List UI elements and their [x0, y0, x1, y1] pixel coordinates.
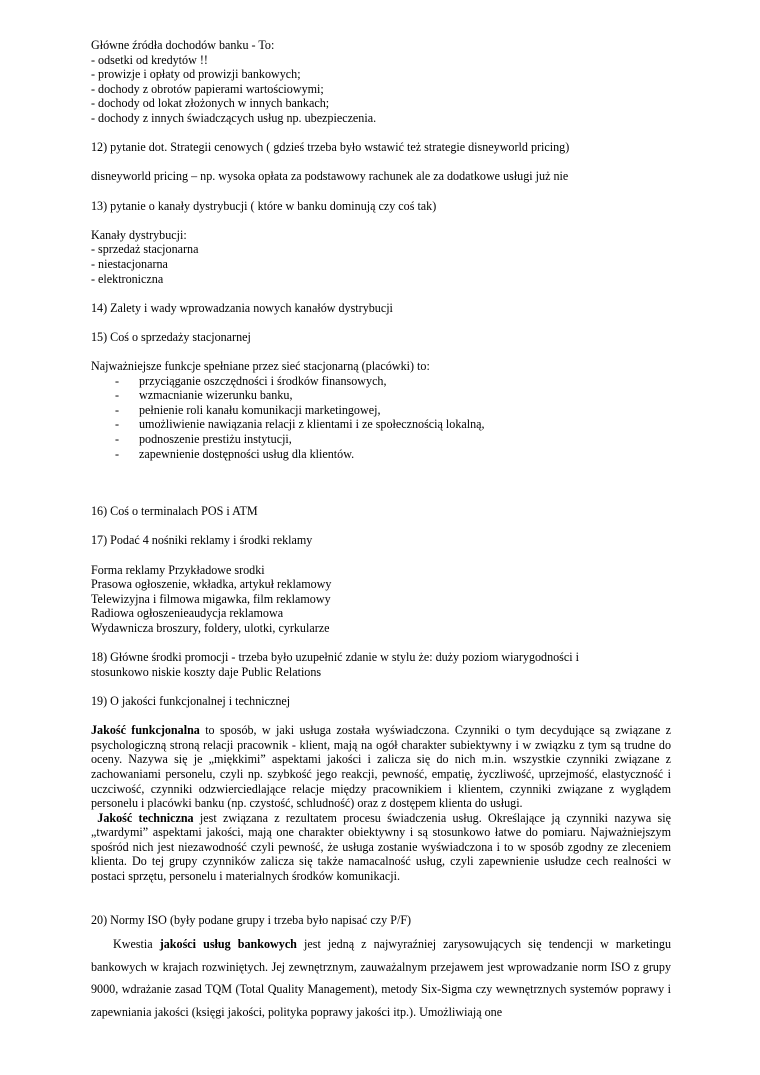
list-item: - sprzedaż stacjonarna	[91, 242, 199, 257]
ad-table-row: Radiowa ogłoszenieaudycja reklamowa	[91, 606, 284, 621]
question-13: 13) pytanie o kanały dystrybucji ( które w banku dominują czy coś tak)	[91, 198, 437, 213]
question-16: 16) Coś o terminalach POS i ATM	[91, 504, 258, 519]
income-heading: Główne źródła dochodów banku - To:	[91, 38, 275, 52]
functions-intro: Najważniejsze funkcje spełniane przez sieć stacjonarną (placówki) to:	[91, 359, 430, 374]
ad-table-row: Prasowa ogłoszenie, wkładka, artykuł reklamowy	[91, 577, 332, 592]
list-item: - dochody z innych świadczących usług np. ubezpieczenia.	[91, 110, 377, 125]
functional-quality-term: Jakość funkcjonalna	[91, 723, 200, 738]
question-17: 17) Podać 4 nośniki reklamy i środki reklamy	[91, 533, 313, 548]
answer-12: disneyworld pricing – np. wysoka opłata za podstawowy rachunek ale za dodatkowe usługi już nie	[91, 169, 569, 184]
dash-bullet: -	[115, 388, 120, 403]
list-item: - podnoszenie prestiżu instytucji,	[115, 432, 292, 447]
dash-bullet: -	[115, 373, 120, 388]
iso-paragraph: Kwestia jakości usług bankowych jest jedną z najwyraźniej zarysowujących się tendencji w marketingu bankowych w krajach rozwiniętych. Jej zewnętrznym, zauważalnym przejawem jest wprowadzanie norm ISO z grupy 9000, wdrażanie zasad TQM (Total Quality Management), metody Six-Sigma czy wewnętrznych systemów poprawy i zapewniania jakości (księgi jakości, polityka poprawy jakości itp.). Umożliwiają one	[91, 937, 672, 1020]
dash-bullet: -	[115, 446, 120, 461]
list-item: - odsetki od kredytów !!	[91, 52, 208, 67]
question-19: 19) O jakości funkcjonalnej i technicznej	[91, 693, 291, 708]
bank-service-quality-term: jakości usług bankowych	[159, 937, 297, 952]
list-item: - niestacjonarna	[91, 256, 168, 271]
list-item: - dochody od lokat złożonych w innych bankach;	[91, 96, 330, 111]
question-14: 14) Zalety i wady wprowadzania nowych kanałów dystrybucji	[91, 300, 393, 315]
dash-bullet: -	[115, 402, 120, 417]
question-18-line1: 18) Główne środki promocji - trzeba było uzupełnić zdanie w stylu że: duży poziom wiarygodności i	[91, 650, 579, 665]
technical-quality-term: Jakość techniczna	[97, 810, 194, 825]
dash-bullet: -	[115, 417, 120, 432]
list-item: - przyciąganie oszczędności i środków finansowych,	[115, 373, 387, 388]
list-item: - umożliwienie nawiązania relacji z klientami i ze społecznością lokalną,	[115, 417, 485, 432]
list-item: - wzmacnianie wizerunku banku,	[115, 388, 293, 403]
list-item: - prowizje i opłaty od prowizji bankowych;	[91, 67, 301, 82]
functional-quality-paragraph: Jakość funkcjonalna to sposób, w jaki usługa została wyświadczona. Czynniki o tym decydujące są związane z psychologiczną stroną relacji pracownik - klient, mają na ogół charakter subiektywny i w związku z tym są trudne do oceny. Nazywa się je „miękkimi” aspektami jakości i zalicza się do nich m.in. wszystkie czynniki związane z zachowaniami personelu, czyli np. szybkość jego reakcji, pewność, empatię, życzliwość, uprzejmość, elastyczność i uczciwość, czynniki odzwierciedlające relacje między pracownikiem i klientem, czynniki związane z wyglądem personelu i placówki banku (np. czystość, schludność) oraz z dostępem klienta do usługi. Jakość techniczna jest związana z rezultatem procesu świadczenia usług. Określające ją czynniki nazywa się „twardymi” aspektami jakości, mają one charakter obiektywny i są stosunkowo łatwe do pomiaru. Najważniejszym spośród nich jest niezawodność czyli pewność, że usługa zostanie wyświadczona i to w sposób zgodny ze zleceniem klienta. Do tej grupy czynników zalicza się także namacalność usług, czyli zapewnienie usłudze cech realności w postaci sprzętu, personelu i materialnych środków komunikacji.	[91, 723, 671, 884]
question-15: 15) Coś o sprzedaży stacjonarnej	[91, 329, 251, 344]
list-item: - pełnienie roli kanału komunikacji marketingowej,	[115, 402, 381, 417]
list-item: - dochody z obrotów papierami wartościowymi;	[91, 81, 324, 96]
question-12: 12) pytanie dot. Strategii cenowych ( gdzieś trzeba było wstawić też strategie disneyworld pricing)	[91, 140, 570, 155]
channels-heading: Kanały dystrybucji:	[91, 227, 187, 242]
ad-table-row: Wydawnicza broszury, foldery, ulotki, cyrkularze	[91, 620, 330, 635]
document-page	[91, 38, 671, 1024]
ad-table-row: Forma reklamy Przykładowe srodki	[91, 562, 265, 577]
list-item: - elektroniczna	[91, 271, 164, 286]
ad-table-row: Telewizyjna i filmowa migawka, film reklamowy	[91, 591, 331, 606]
dash-bullet: -	[115, 432, 120, 447]
question-18-line2: stosunkowo niskie koszty daje Public Relations	[91, 664, 322, 679]
list-item: - zapewnienie dostępności usług dla klientów.	[115, 446, 355, 461]
question-20: 20) Normy ISO (były podane grupy i trzeba było napisać czy P/F)	[91, 912, 412, 927]
